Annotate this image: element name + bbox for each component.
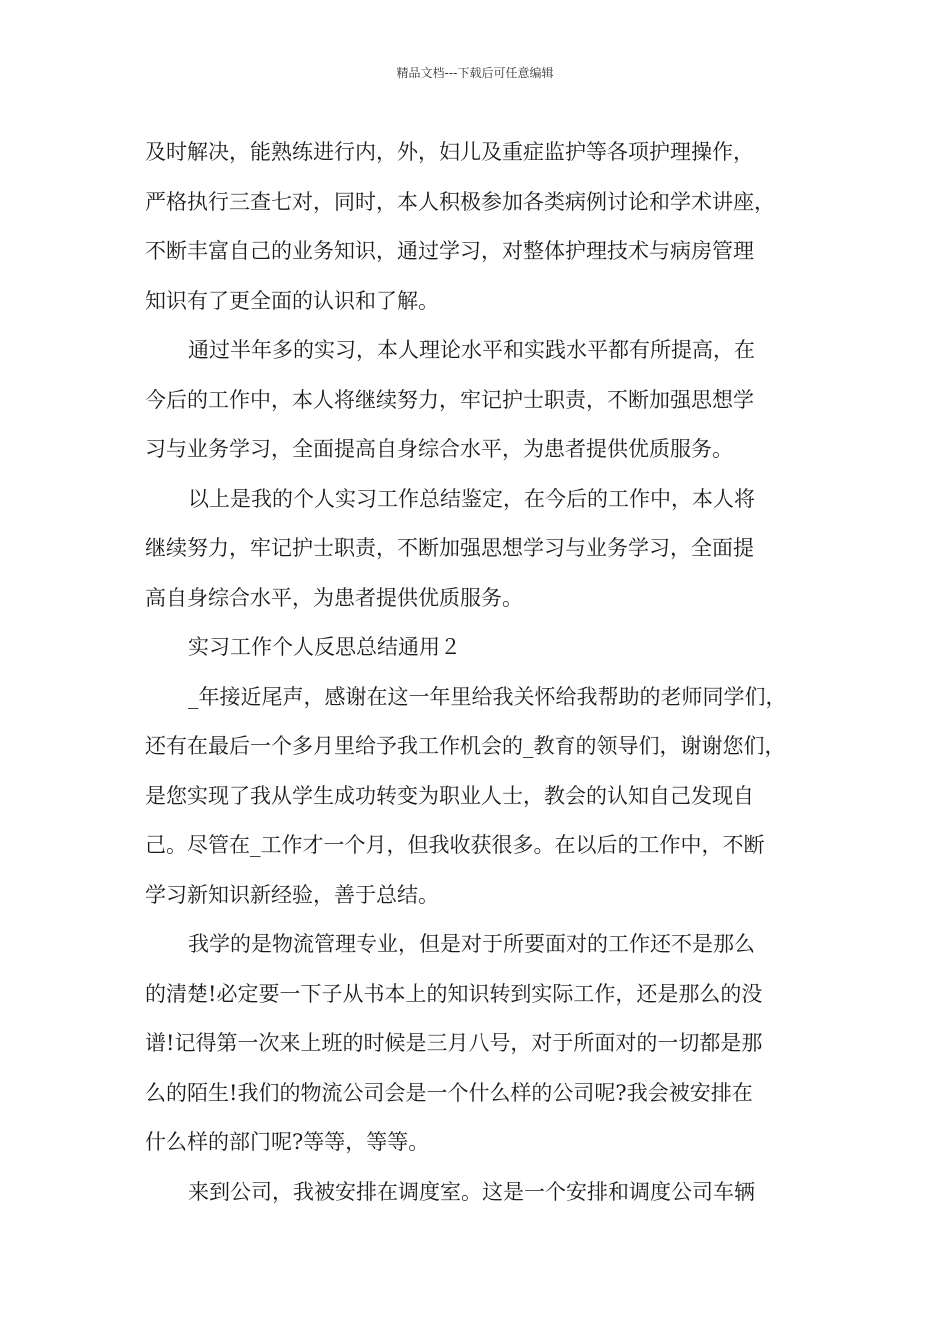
text-line: _年接近尾声，感谢在这一年里给我关怀给我帮助的老师同学们， [188, 684, 787, 709]
text-line: 高自身综合水平，为患者提供优质服务。 [145, 585, 523, 610]
text-line: 什么样的部门呢?等等，等等。 [145, 1130, 430, 1154]
text-line: 以上是我的个人实习工作总结鉴定，在今后的工作中，本人将 [188, 486, 755, 511]
text-line: 是您实现了我从学生成功转变为职业人士，教会的认知自己发现自 [145, 783, 754, 808]
text-line: 己。尽管在_工作才一个月，但我收获很多。在以后的工作中，不断 [145, 833, 765, 857]
text-line: 还有在最后一个多月里给予我工作机会的_教育的领导们，谢谢您们， [145, 734, 786, 758]
text-line: 我学的是物流管理专业，但是对于所要面对的工作还不是那么 [188, 932, 755, 956]
text-line: 及时解决，能熟练进行内，外，妇儿及重症监护等各项护理操作， [145, 140, 754, 164]
text-line: 继续努力，牢记护士职责，不断加强思想学习与业务学习，全面提 [145, 536, 754, 560]
section-heading: 实习工作个人反思总结通用２ [188, 635, 461, 659]
text-line: 今后的工作中，本人将继续努力，牢记护士职责，不断加强思想学 [145, 387, 754, 412]
page-header: 精品文档---下载后可任意编辑 [396, 66, 554, 80]
text-line: 严格执行三查七对，同时，本人积极参加各类病例讨论和学术讲座， [145, 189, 775, 214]
text-line: 的清楚!必定要一下子从书本上的知识转到实际工作，还是那么的没 [145, 981, 763, 1006]
text-line: 知识有了更全面的认识和了解。 [145, 288, 439, 313]
text-line: 学习新知识新经验，善于总结。 [145, 882, 439, 907]
text-line: 通过半年多的实习，本人理论水平和实践水平都有所提高，在 [188, 338, 755, 362]
text-line: 么的陌生!我们的物流公司会是一个什么样的公司呢?我会被安排在 [145, 1080, 753, 1105]
document-body [145, 128, 825, 1217]
text-line: 不断丰富自己的业务知识，通过学习，对整体护理技术与病房管理 [145, 239, 754, 263]
text-line: 来到公司，我被安排在调度室。这是一个安排和调度公司车辆 [188, 1179, 755, 1204]
text-line: 谱!记得第一次来上班的时候是三月八号，对于所面对的一切都是那 [145, 1031, 763, 1055]
text-line: 习与业务学习，全面提高自身综合水平，为患者提供优质服务。 [145, 437, 733, 461]
